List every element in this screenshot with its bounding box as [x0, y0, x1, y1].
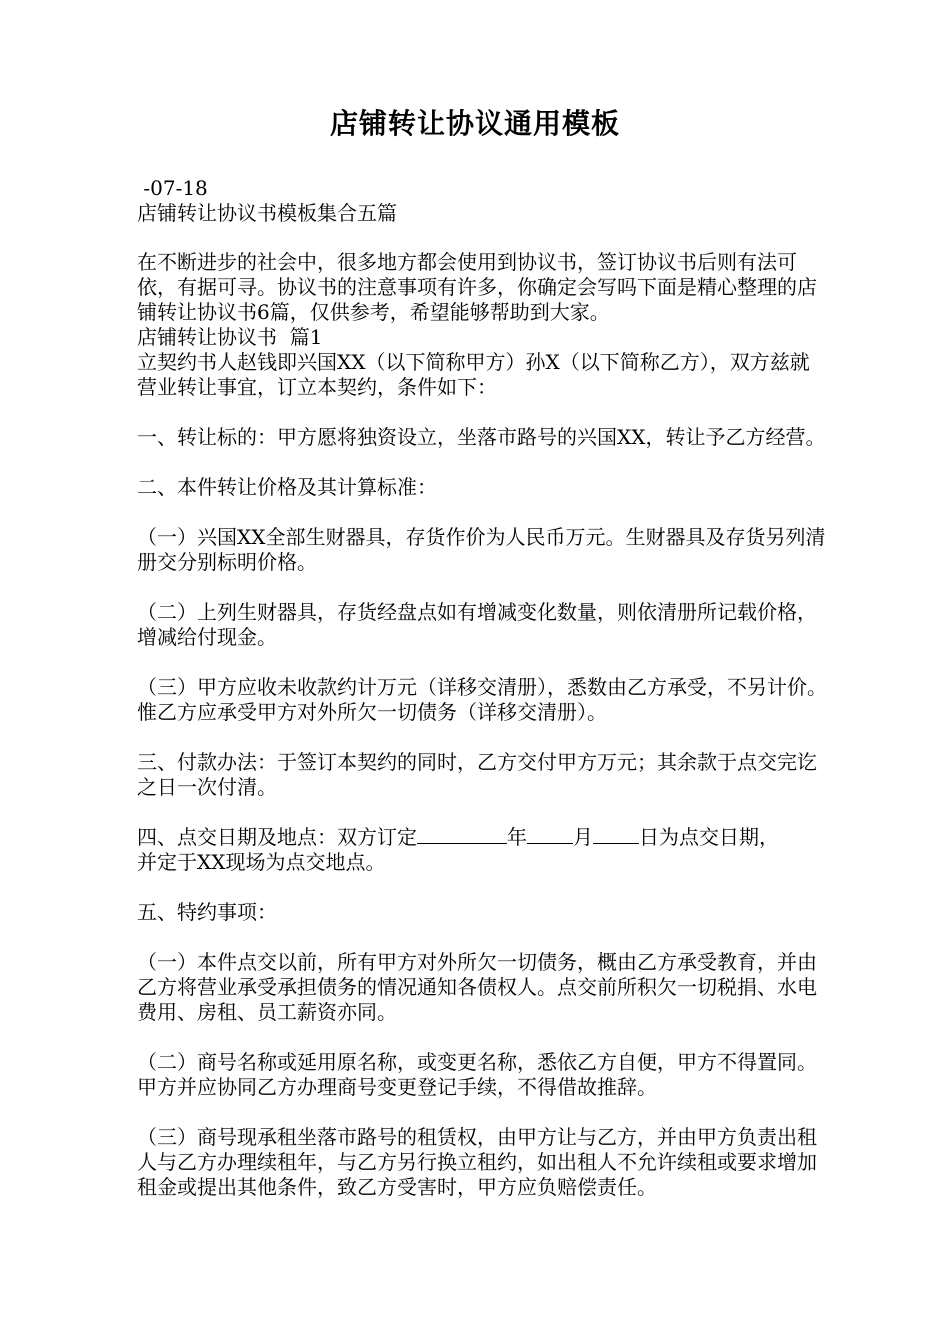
- clause-4-day-suffix: 日为点交日期，: [639, 825, 779, 849]
- document-subtitle: 店铺转让协议书模板集合五篇: [137, 201, 397, 225]
- document-title: 店铺转让协议通用模板: [329, 107, 620, 140]
- section-heading: 店铺转让协议书 篇1: [137, 325, 323, 349]
- clause-2-item-1: （一）兴国XX全部生财器具，存货作价为人民币万元。生财器具及存货另列清册交分别标明价格。: [137, 525, 826, 574]
- clause-4-month: 月: [573, 825, 593, 849]
- clause-4-prefix: 四、点交日期及地点：双方订定: [137, 825, 417, 849]
- clause-2-item-2: （二）上列生财器具，存货经盘点如有增减变化数量，则依清册所记载价格，增减给付现金。: [137, 600, 817, 649]
- intro-paragraph: 在不断进步的社会中，很多地方都会使用到协议书，签订协议书后则有法可依，有据可寻。协议书的注意事项有许多，你确定会写吗下面是精心整理的店铺转让协议书6篇，仅供参考，希望能够帮助到大家。: [137, 250, 817, 324]
- clause-1: 一、转让标的：甲方愿将独资设立，坐落市路号的兴国XX，转让予乙方经营。: [137, 425, 826, 449]
- document-body: [137, 176, 827, 1200]
- clause-5-item-3: （三）商号现承租坐落市路号的租赁权，由甲方让与乙方，并由甲方负责出租人与乙方办理续租年，与乙方另行换立租约，如出租人不允许续租或要求增加租金或提出其他条件，致乙方受害时，甲方应负赔偿责任。: [137, 1125, 817, 1199]
- date-blank-day: [593, 825, 639, 844]
- clause-4: [137, 825, 827, 850]
- clause-5: 五、特约事项：: [137, 900, 277, 924]
- clause-5-item-2: （二）商号名称或延用原名称，或变更名称，悉依乙方自便，甲方不得置同。甲方并应协同乙方办理商号变更登记手续，不得借故推辞。: [137, 1050, 817, 1099]
- clause-4-line-2: 并定于XX现场为点交地点。: [137, 850, 386, 874]
- document-date: -07-18: [137, 176, 208, 200]
- preamble-paragraph: 立契约书人赵钱即兴国XX（以下简称甲方）孙X（以下简称乙方），双方兹就营业转让事宜，订立本契约，条件如下：: [137, 350, 810, 399]
- clause-5-item-1: （一）本件点交以前，所有甲方对外所欠一切债务，概由乙方承受教育，并由乙方将营业承受承担债务的情况通知各债权人。点交前所积欠一切税捐、水电费用、房租、员工薪资亦同。: [137, 950, 817, 1024]
- clause-3: 三、付款办法：于签订本契约的同时，乙方交付甲方万元；其余款于点交完讫之日一次付清。: [137, 750, 817, 799]
- clause-2: 二、本件转让价格及其计算标准：: [137, 475, 437, 499]
- clause-2-item-3: （三）甲方应收未收款约计万元（详移交清册），悉数由乙方承受，不另计价。惟乙方应承受甲方对外所欠一切债务（详移交清册）。: [137, 675, 827, 724]
- date-blank-month: [527, 825, 573, 844]
- date-blank-year: [417, 825, 507, 844]
- clause-4-year: 年: [507, 825, 527, 849]
